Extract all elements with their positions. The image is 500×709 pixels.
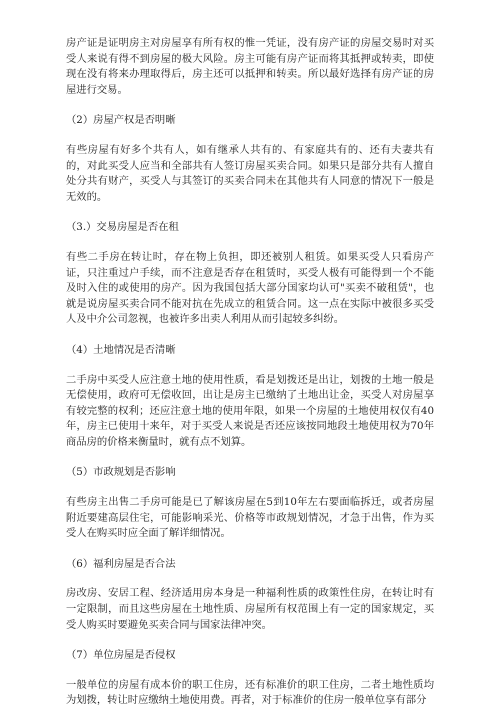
- spacer: [66, 328, 434, 343]
- document-page: [66, 36, 434, 709]
- section-paragraph-3: 有些二手房在转让时，存在物上负担，即还被别人租赁。如果买受人只看房产证，只注重过户手续，而不注意是否存在租赁时，买受人极有可能得到一个不能及时入住的或使用的房产。因为我国包括大部分国家均认可"买卖不破租赁"，也就是说房屋买卖合同不能对抗在先成立的租赁合同。这一点在实际中被很多买受人及中介公司忽视，也被许多出卖人利用从而引起较多纠纷。: [66, 250, 434, 326]
- spacer: [66, 236, 434, 250]
- section-heading-4: （4）土地情况是否清晰: [66, 343, 176, 356]
- section-heading-3: （3.）交易房屋是否在租: [66, 221, 179, 234]
- spacer: [66, 633, 434, 648]
- section-heading-6: （6）福利房屋是否合法: [66, 557, 176, 570]
- spacer: [66, 359, 434, 373]
- section-paragraph-2: 有些房屋有好多个共有人，如有继承人共有的、有家庭共有的、还有夫妻共有的，对此买受人应当和全部共有人签订房屋买卖合同。如果只是部分共有人擅自处分共有财产，买受人与其签订的买卖合同未在其他共有人同意的情况下一般是无效的。: [66, 143, 434, 203]
- spacer: [66, 664, 434, 678]
- spacer: [66, 542, 434, 557]
- section-paragraph-7: 一般单位的房屋有成本价的职工住房，还有标准价的职工住房，二者土地性质均为划拨，转让时应缴纳土地使用费。再者，对于标准价的住房一般单位享有部分: [66, 678, 434, 707]
- spacer: [66, 205, 434, 220]
- section-paragraph-5: 有些房主出售二手房可能是已了解该房屋在5到10年左右要面临拆迁，或者房屋附近要建高层住宅，可能影响采光、价格等市政规划情况，才急于出售，作为买受人在购买时应全面了解详细情况。: [66, 496, 434, 540]
- section-heading-7: （7）单位房屋是否侵权: [66, 649, 176, 662]
- section-heading-5: （5）市政规划是否影响: [66, 466, 176, 479]
- section-heading-2: （2）房屋产权是否明晰: [66, 114, 176, 127]
- spacer: [66, 572, 434, 586]
- section-paragraph-4: 二手房中买受人应注意土地的使用性质，看是划拨还是出让，划拨的土地一般是无偿使用，政府可无偿收回，出让是房主已缴纳了土地出让金，买受人对房屋享有较完整的权利；还应注意土地的使用年限，如果一个房屋的土地使用权仅有40年，房主已使用十来年，对于买受人来说是否还应该按同地段土地使用权为70年商品房的价格来衡量时，就有点不划算。: [66, 373, 434, 448]
- spacer: [66, 450, 434, 465]
- section-paragraph-6: 房改房、安居工程、经济适用房本身是一种福利性质的政策性住房，在转让时有一定限制，而且这些房屋在土地性质、房屋所有权范围上有一定的国家规定，买受人购买时要避免买卖合同与国家法律冲突。: [66, 587, 434, 631]
- spacer: [66, 98, 434, 113]
- spacer: [66, 129, 434, 143]
- spacer: [66, 481, 434, 495]
- intro-paragraph: 房产证是证明房主对房屋享有所有权的惟一凭证，没有房产证的房屋交易时对买受人来说有得不到房屋的极大风险。房主可能有房产证而将其抵押或转卖，即使现在没有将来办理取得后，房主还可以抵押和转卖。所以最好选择有房产证的房屋进行交易。: [66, 37, 434, 96]
